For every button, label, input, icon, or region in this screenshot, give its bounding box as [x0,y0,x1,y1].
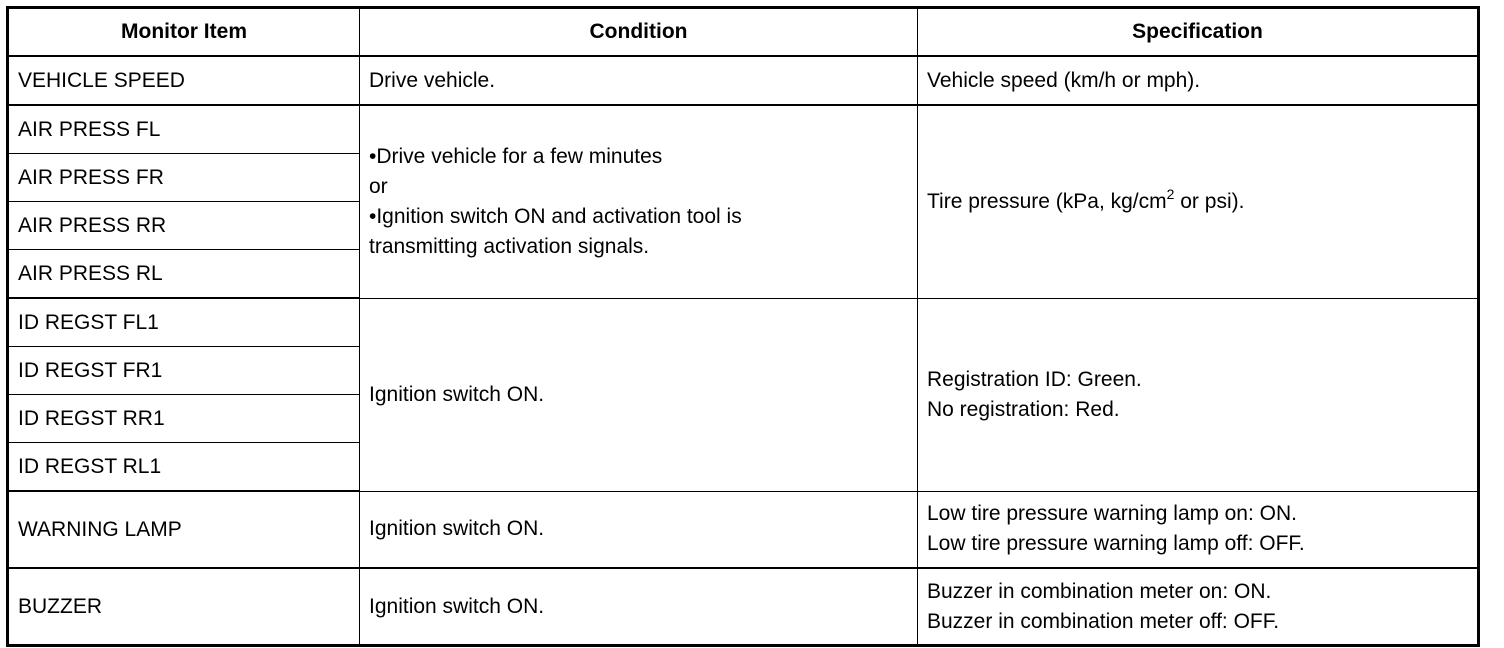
condition-line: transmitting activation signals. [369,234,650,258]
spec-line: No registration: Red. [927,397,1120,421]
spec-line: Buzzer in combination meter off: OFF. [927,609,1280,633]
header-row [8,8,1479,57]
table-row [8,491,1479,568]
monitor-spec-table [6,6,1480,647]
monitor-item-cell: AIR PRESS RL [8,250,360,299]
condition-cell: Ignition switch ON. [360,491,918,568]
condition-cell: Ignition switch ON. [360,298,918,491]
monitor-item-cell: ID REGST FR1 [8,347,360,395]
header-monitor-item: Monitor Item [8,8,360,57]
specification-cell [918,298,1479,491]
monitor-item-cell: AIR PRESS RR [8,202,360,250]
monitor-item-cell: AIR PRESS FL [8,105,360,154]
monitor-item-cell: ID REGST RL1 [8,443,360,492]
spec-line: Low tire pressure warning lamp off: OFF. [927,532,1305,556]
condition-line: •Ignition switch ON and activation tool is [369,204,742,228]
specification-cell [918,568,1479,646]
monitor-item-cell: WARNING LAMP [8,491,360,568]
specification-cell [918,105,1479,298]
monitor-item-cell: ID REGST FL1 [8,298,360,347]
spec-superscript: 2 [1166,185,1175,202]
spec-line: Registration ID: Green. [927,367,1142,391]
spec-text-post: or psi). [1174,189,1245,213]
spec-text-pre: Tire pressure (kPa, kg/cm [927,189,1167,213]
condition-line: or [369,174,388,198]
spec-line: Buzzer in combination meter on: ON. [927,579,1272,603]
monitor-item-cell: VEHICLE SPEED [8,56,360,105]
header-specification: Specification [918,8,1479,57]
monitor-item-cell: BUZZER [8,568,360,646]
condition-cell: Ignition switch ON. [360,568,918,646]
condition-cell: Drive vehicle. [360,56,918,105]
header-condition: Condition [360,8,918,57]
spec-line: Low tire pressure warning lamp on: ON. [927,502,1297,526]
specification-cell: Vehicle speed (km/h or mph). [918,56,1479,105]
table-row [8,568,1479,646]
monitor-item-cell: AIR PRESS FR [8,154,360,202]
specification-cell [918,491,1479,568]
condition-line: •Drive vehicle for a few minutes [369,144,663,168]
table-row [8,56,1479,105]
condition-cell [360,105,918,298]
table-row [8,105,1479,154]
table-row [8,298,1479,347]
monitor-item-cell: ID REGST RR1 [8,395,360,443]
